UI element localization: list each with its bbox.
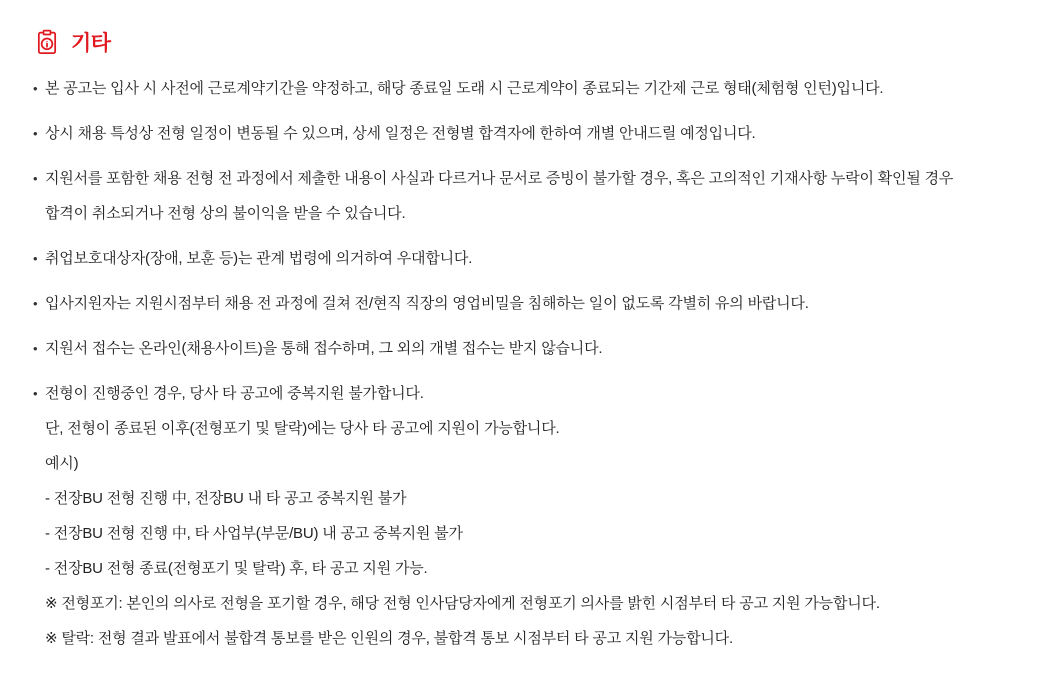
bullet-marker: • bbox=[33, 296, 38, 311]
notice-item bbox=[33, 376, 1038, 656]
notice-line: • 상시 채용 특성상 전형 일정이 변동될 수 있으며, 상세 일정은 전형별 합격자에 한하여 개별 안내드릴 예정입니다. bbox=[33, 116, 1038, 151]
notice-item bbox=[33, 241, 1038, 276]
notice-item bbox=[33, 286, 1038, 321]
notice-item bbox=[33, 161, 1038, 231]
notice-line: • 본 공고는 입사 시 사전에 근로계약기간을 약정하고, 해당 종료일 도래 시 근로계약이 종료되는 기간제 근로 형태(체험형 인턴)입니다. bbox=[33, 71, 1038, 106]
notice-line: - 전장BU 전형 진행 中, 전장BU 내 타 공고 중복지원 불가 bbox=[45, 490, 407, 507]
bullet-marker: • bbox=[33, 341, 38, 356]
bullet-marker: • bbox=[33, 251, 38, 266]
notice-line: - 전장BU 전형 종료(전형포기 및 탈락) 후, 타 공고 지원 가능. bbox=[45, 560, 428, 577]
notice-line: 단, 전형이 종료된 이후(전형포기 및 탈락)에는 당사 타 공고에 지원이 가능합니다. bbox=[45, 420, 560, 437]
notice-line: • 지원서를 포함한 채용 전형 전 과정에서 제출한 내용이 사실과 다르거나 문서로 증빙이 불가할 경우, 혹은 고의적인 기재사항 누락이 확인될 경우 bbox=[33, 161, 1038, 196]
notice-line: 예시) bbox=[45, 455, 79, 472]
notice-line: • 지원서 접수는 온라인(채용사이트)을 통해 접수하며, 그 외의 개별 접수는 받지 않습니다. bbox=[33, 331, 1038, 366]
notice-item bbox=[33, 71, 1038, 106]
notice-item bbox=[33, 331, 1038, 366]
section-header bbox=[33, 25, 1038, 59]
notice-line: • 전형이 진행중인 경우, 당사 타 공고에 중복지원 불가합니다. bbox=[33, 376, 1038, 411]
notice-line: ※ 탈락: 전형 결과 발표에서 불합격 통보를 받은 인원의 경우, 불합격 통보 시점부터 타 공고 지원 가능합니다. bbox=[45, 630, 733, 647]
notice-list bbox=[33, 71, 1038, 656]
bullet-marker: • bbox=[33, 386, 38, 401]
notice-line: 합격이 취소되거나 전형 상의 불이익을 받을 수 있습니다. bbox=[45, 205, 406, 222]
section-title: 기타 bbox=[71, 32, 111, 55]
notice-line: • 취업보호대상자(장애, 보훈 등)는 관계 법령에 의거하여 우대합니다. bbox=[33, 241, 1038, 276]
notice-line: • 입사지원자는 지원시점부터 채용 전 과정에 걸쳐 전/현직 직장의 영업비밀을 침해하는 일이 없도록 각별히 유의 바랍니다. bbox=[33, 286, 1038, 321]
bullet-marker: • bbox=[33, 81, 38, 96]
bullet-marker: • bbox=[33, 126, 38, 141]
notice-item bbox=[33, 116, 1038, 151]
bullet-marker: • bbox=[33, 171, 38, 186]
clipboard-info-icon bbox=[33, 28, 61, 56]
notice-line: ※ 전형포기: 본인의 의사로 전형을 포기할 경우, 해당 전형 인사담당자에게 전형포기 의사를 밝힌 시점부터 타 공고 지원 가능합니다. bbox=[45, 595, 880, 612]
notice-line: - 전장BU 전형 진행 中, 타 사업부(부문/BU) 내 공고 중복지원 불가 bbox=[45, 525, 463, 542]
